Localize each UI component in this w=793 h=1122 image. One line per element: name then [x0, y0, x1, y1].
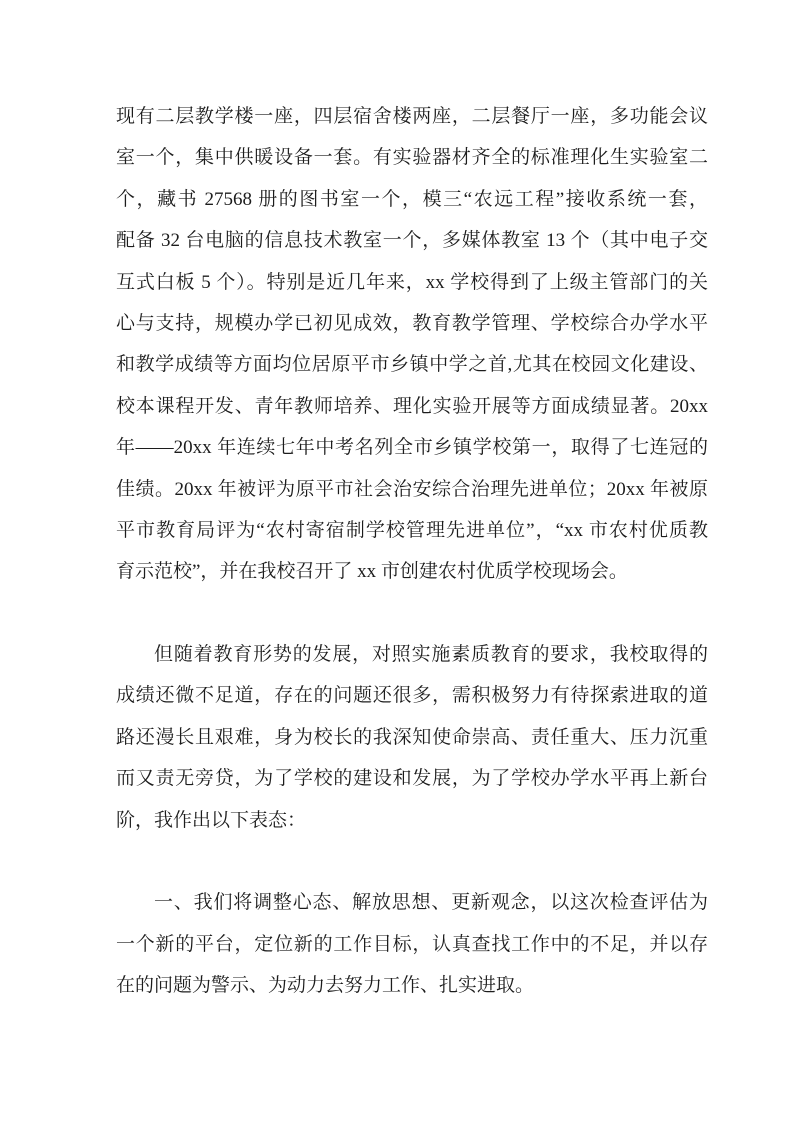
text-line: 育示范校”，并在我校召开了 xx 市创建农村优质学校现场会。 [116, 561, 628, 583]
text-line: 一个新的平台，定位新的工作目标，认真查找工作中的不足，并以存 [116, 933, 708, 955]
text-line: 年——20xx 年连续七年中考名列全市乡镇学校第一，取得了七连冠的 [116, 437, 708, 459]
text-line: 佳绩。20xx 年被评为原平市社会治安综合治理先进单位；20xx 年被原 [116, 478, 708, 500]
text-line: 现有二层教学楼一座，四层宿舍楼两座，二层餐厅一座，多功能会议 [116, 106, 708, 127]
text-line: 一、我们将调整心态、解放思想、更新观念，以这次检查评估为 [154, 892, 708, 914]
text-line: 配备 32 台电脑的信息技术教室一个，多媒体教室 13 个（其中电子交 [116, 230, 708, 252]
text-line: 而又责无旁贷，为了学校的建设和发展，为了学校办学水平再上新台 [116, 768, 708, 790]
paragraph [116, 882, 708, 1006]
text-line: 路还漫长且艰难，身为校长的我深知使命崇高、责任重大、压力沉重 [116, 726, 708, 748]
text-line: 室一个，集中供暖设备一套。有实验器材齐全的标准理化生实验室二 [116, 147, 708, 169]
text-line: 平市教育局评为“农村寄宿制学校管理先进单位”，“xx 市农村优质教 [116, 519, 708, 541]
text-line: 成绩还微不足道，存在的问题还很多，需积极努力有待探索进取的道 [116, 685, 708, 707]
text-line: 校本课程开发、青年教师培养、理化实验开展等方面成绩显著。20xx [116, 395, 708, 417]
text-line: 阶，我作出以下表态： [116, 809, 307, 831]
text-line: 但随着教育形势的发展，对照实施素质教育的要求，我校取得的 [154, 644, 708, 666]
text-line: 心与支持，规模办学已初见成效，教育教学管理、学校综合办学水平 [116, 312, 708, 334]
document-body [116, 96, 708, 1007]
text-line: 和教学成绩等方面均位居原平市乡镇中学之首,尤其在校园文化建设、 [116, 354, 708, 376]
paragraph [116, 96, 708, 593]
text-line: 个，藏书 27568 册的图书室一个，模三“农远工程”接收系统一套， [116, 188, 708, 210]
text-line: 互式白板 5 个）。特别是近几年来，xx 学校得到了上级主管部门的关 [116, 271, 708, 293]
paragraph [116, 634, 708, 841]
text-line: 在的问题为警示、为动力去努力工作、扎实进取。 [116, 975, 535, 997]
